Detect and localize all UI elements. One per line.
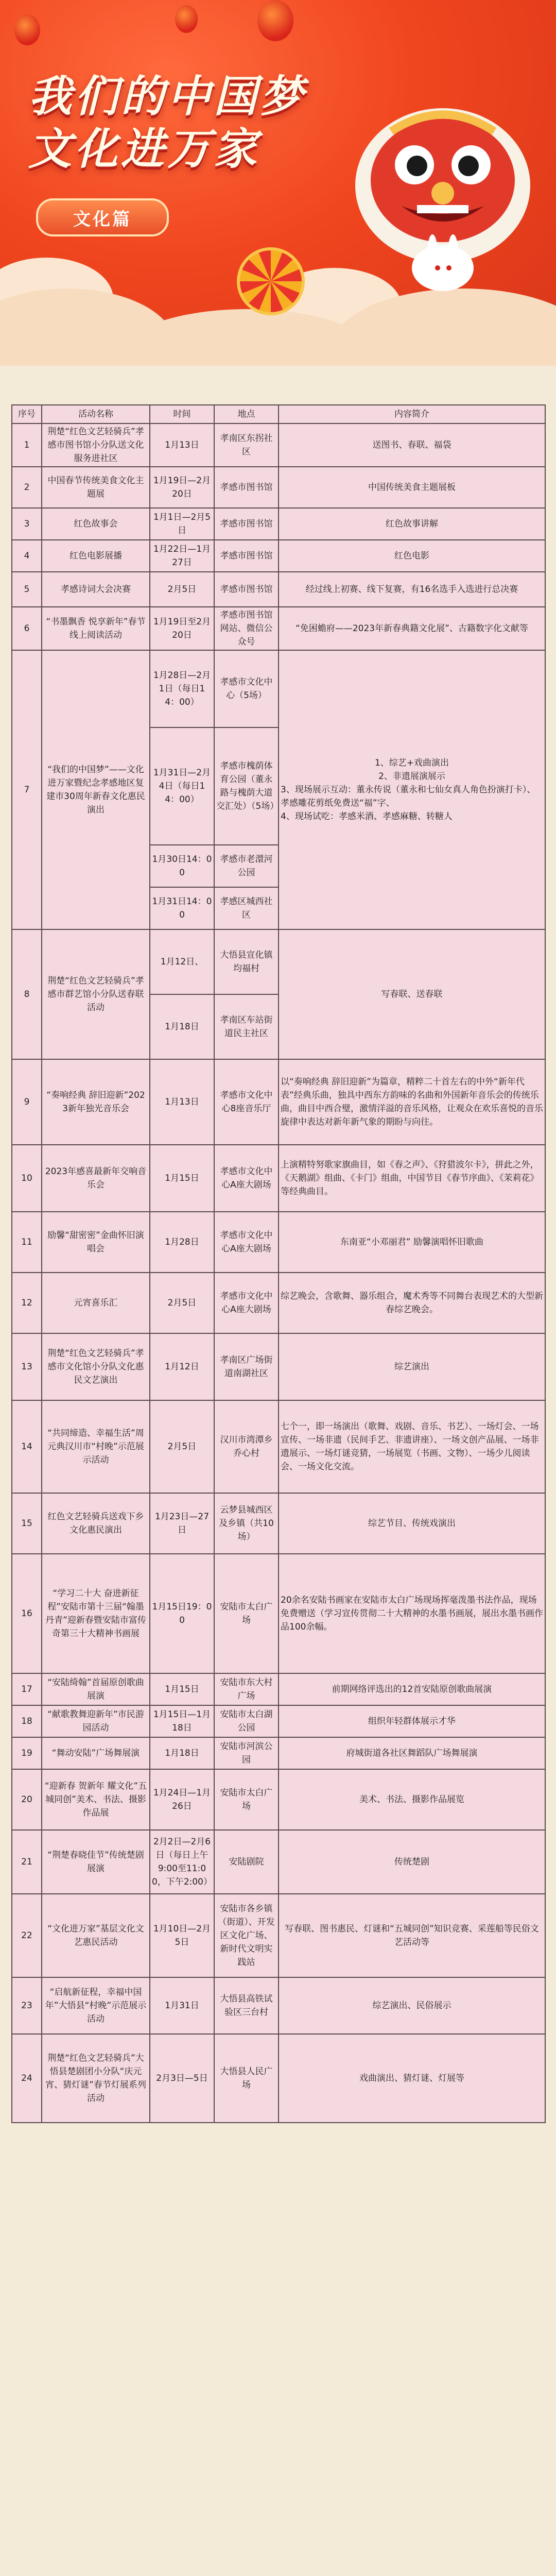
activity-description: 戏曲演出、猜灯谜、灯展等 [279,2034,545,2123]
activity-description: “免困蟾府——2023年新春典籍文化展”、古籍数字化文献等 [279,607,545,650]
activity-table [11,404,546,2123]
column-header: 地点 [214,405,279,423]
table-row [12,540,545,572]
table-row [12,1673,545,1705]
activity-name: “启航新征程，幸福中国年”大悟县“村晚”示范展示活动 [42,1977,150,2034]
activity-description: 综艺演出 [279,1333,545,1400]
activity-time: 1月19日至2月20日 [150,607,214,650]
table-row [12,1737,545,1769]
activity-time: 1月10日—2月5日 [150,1894,214,1977]
activity-time: 1月30日14：00 [150,845,214,887]
activity-place: 孝南区车站街道民主社区 [214,994,279,1059]
table-row [12,467,545,508]
activity-time: 1月15日—1月18日 [150,1705,214,1737]
table-row [12,1059,545,1145]
description-line: 1、综艺+戏曲演出 [374,758,449,768]
table-row [12,1769,545,1830]
activity-time: 1月13日 [150,1059,214,1145]
description-line: 3、现场展示互动：董永传说（董永和七仙女真人角色扮演打卡）、孝感雕花剪纸免费送“福”字、 [281,785,536,808]
activity-description: 送图书、春联、福袋 [279,423,545,467]
activity-place: 孝感市图书馆 [214,572,279,607]
activity-description: 综艺演出、民俗展示 [279,1977,545,2034]
activity-place: 孝感市图书馆 [214,540,279,572]
lantern-icon [175,5,198,33]
activity-time: 1月22日—1月27日 [150,540,214,572]
row-number: 21 [12,1830,42,1894]
activity-time: 2月3日—5日 [150,2034,214,2123]
activity-place: 安陆市太白广场 [214,1769,279,1830]
activity-place: 孝感市文化中心8座音乐厅 [214,1059,279,1145]
activity-description: 经过线上初赛、线下复赛，有16名选手入选进行总决赛 [279,572,545,607]
activity-place: 孝感市文化中心A座大剧场 [214,1273,279,1333]
activity-place: 安陆市太白广场 [214,1554,279,1673]
activity-place: 安陆市东大村广场 [214,1673,279,1705]
activity-name: 荆楚“红色文艺轻骑兵”孝感市群艺馆小分队送春联活动 [42,929,150,1059]
activity-description: 红色故事讲解 [279,508,545,540]
activity-description: 美术、书法、摄影作品展览 [279,1769,545,1830]
table-row [12,1273,545,1333]
activity-time: 1月23日—27日 [150,1493,214,1554]
header-banner [0,0,556,366]
activity-name: 2023年感喜最新年交响音乐会 [42,1145,150,1212]
activity-time: 2月5日 [150,1273,214,1333]
row-number: 7 [12,650,42,929]
row-number: 17 [12,1673,42,1705]
description-line: 2、非遗展演展示 [378,771,445,782]
activity-place: 大悟县高铁试验区三台村 [214,1977,279,2034]
row-number: 3 [12,508,42,540]
activity-place: 孝感市文化中心A座大剧场 [214,1145,279,1212]
activity-time: 1月12日、 [150,929,214,994]
row-number: 5 [12,572,42,607]
activity-name: “舞动安陆”广场舞展演 [42,1737,150,1769]
row-number: 19 [12,1737,42,1769]
activity-place: 孝感市槐荫体育公园（董永路与槐荫大道交汇处）（5场） [214,727,279,845]
table-row [12,1212,545,1273]
row-number: 2 [12,467,42,508]
row-number: 23 [12,1977,42,2034]
activity-place: 安陆市太白湖公园 [214,1705,279,1737]
table-row [12,1493,545,1554]
table-row [12,1830,545,1894]
activity-place: 大悟县宣化镇均福村 [214,929,279,994]
activity-time: 1月28日 [150,1212,214,1273]
activity-name: “献歌教舞迎新年”市民游园活动 [42,1705,150,1737]
activity-description: 写春联、送春联 [279,929,545,1059]
activity-description: 前期网络评选出的12首安陆原创歌曲展演 [279,1673,545,1705]
activity-name: 荆楚“红色文艺轻骑兵”孝感市文化馆小分队文化惠民文艺演出 [42,1333,150,1400]
activity-time: 2月2日—2月6日（每日上午9:00至11:00，下午2:00） [150,1830,214,1894]
table-row [12,2034,545,2123]
activity-name: 孝感诗词大会决赛 [42,572,150,607]
activity-place: 孝感市图书馆网站、微信公众号 [214,607,279,650]
activity-description: 府城街道各社区舞蹈队广场舞展演 [279,1737,545,1769]
table-row [12,572,545,607]
activity-place: 孝感市图书馆 [214,467,279,508]
table-row [12,650,545,727]
activity-name: 中国春节传统美食文化主题展 [42,467,150,508]
activity-place: 孝南区广场街道南湖社区 [214,1333,279,1400]
activity-time: 1月19日—2月20日 [150,467,214,508]
activity-description: 上演精特努歌家旗曲目，如《春之声》、《狩猎波尔卡》，拼此之外，《天鹅湖》组曲、《卡门》组曲，中国节目《春节序曲》、《茉莉花》等经典曲目。 [279,1145,545,1212]
activity-place: 汉川市湾潭乡乔心村 [214,1400,279,1493]
activity-description: 七个一，即一场演出（歌舞、戏剧、音乐、书艺）、一场灯会、一场宣传、一场非遗（民间手艺、非遗讲座）、一场文创产品展、一场非遗展示、一场灯谜竞猜，一场展览（书画、文物）、一场少儿阅读会、一场文化交流。 [279,1400,545,1493]
activity-name: 红色文艺轻骑兵送戏下乡文化惠民演出 [42,1493,150,1554]
activity-place: 孝南区东拐社区 [214,423,279,467]
lantern-icon [14,14,40,45]
row-number: 4 [12,540,42,572]
row-number: 10 [12,1145,42,1212]
activity-description: 20余名安陆书画家在安陆市太白广场现场挥毫泼墨书法作品，现场免费赠送（学习宣传贯彻二十大精神的水墨书画展，展出水墨书画作品100余幅。 [279,1554,545,1673]
row-number: 6 [12,607,42,650]
activity-time: 1月15日 [150,1145,214,1212]
activity-name: “奏响经典 辞旧迎新”2023新年独光音乐会 [42,1059,150,1145]
table-row [12,423,545,467]
row-number: 18 [12,1705,42,1737]
activity-place: 安陆剧院 [214,1830,279,1894]
activity-place: 孝感市图书馆 [214,508,279,540]
activity-time: 1月28日—2月1日（每日14：00） [150,650,214,727]
activity-place: 孝感市文化中心A座大剧场 [214,1212,279,1273]
activity-name: 励馨“甜密密”金曲怀旧演唱会 [42,1212,150,1273]
row-number: 20 [12,1769,42,1830]
table-row [12,1894,545,1977]
row-number: 22 [12,1894,42,1977]
table-row [12,1145,545,1212]
table-header-row [12,405,545,423]
activity-name: “学习二十大 奋进新征程”安陆市第十三届“翰墨丹青”迎新春暨安陆市富传奇第三十大精神书画展 [42,1554,150,1673]
table-row [12,607,545,650]
page-title-line1: 我们的中国梦 [28,71,307,122]
activity-time: 1月31日14：00 [150,887,214,929]
activity-description: 传统楚剧 [279,1830,545,1894]
activity-name: 红色故事会 [42,508,150,540]
activity-time: 1月18日 [150,994,214,1059]
activity-time: 1月1日—2月5日 [150,508,214,540]
activity-description: 东南亚“小邓丽君” 励馨演唱怀旧歌曲 [279,1212,545,1273]
activity-name: “文化进万家”基层文化文艺惠民活动 [42,1894,150,1977]
activity-place: 安陆市各乡镇（街道）、开发区文化广场、新时代文明实践站 [214,1894,279,1977]
embroidered-ball-icon [237,247,305,315]
column-header: 时间 [150,405,214,423]
activity-description: 红色电影 [279,540,545,572]
activity-time: 1月13日 [150,423,214,467]
table-row [12,1705,545,1737]
activity-time: 1月31日 [150,1977,214,2034]
activity-description: 写春联、图书惠民、灯谜和“五城同创”知识竞赛、采莲船等民俗文艺活动等 [279,1894,545,1977]
activity-table-wrapper [11,404,545,2123]
activity-time: 2月5日 [150,572,214,607]
row-number: 8 [12,929,42,1059]
row-number: 1 [12,423,42,467]
lantern-icon [257,0,293,41]
activity-description: 以“奏响经典 辞旧迎新”为篇章，精粹二十首左右的中外“新年代表”经典乐曲，独具中西东方韵味的名曲和外国新年音乐会的传统乐曲，曲目中西合璧，激情洋溢的音乐风格，让观众在欢乐喜悦的音乐旋律中表达对新年新气象的期盼与向往。 [279,1059,545,1145]
lion-dance-icon [329,82,546,299]
activity-time: 2月5日 [150,1400,214,1493]
activity-time: 1月12日 [150,1333,214,1400]
row-number: 16 [12,1554,42,1673]
activity-name: “书墨飘香 悦享新年”春节线上阅读活动 [42,607,150,650]
row-number: 13 [12,1333,42,1400]
row-number: 24 [12,2034,42,2123]
section-badge: 文化篇 [36,198,169,236]
activity-description: 综艺晚会，含歌舞、器乐组合，魔术秀等不同舞台表现艺术的大型新春综艺晚会。 [279,1273,545,1333]
activity-place: 大悟县人民广场 [214,2034,279,2123]
row-number: 14 [12,1400,42,1493]
row-number: 11 [12,1212,42,1273]
table-row [12,1977,545,2034]
activity-description [279,650,545,929]
activity-name: “荆楚春晓佳节”传统楚剧展演 [42,1830,150,1894]
activity-time: 1月24日—1月26日 [150,1769,214,1830]
activity-time: 1月31日—2月4日（每日14：00） [150,727,214,845]
activity-time: 1月15日19：00 [150,1554,214,1673]
table-row [12,1400,545,1493]
column-header: 活动名称 [42,405,150,423]
column-header: 内容简介 [279,405,545,423]
activity-description: 中国传统美食主题展板 [279,467,545,508]
table-row [12,1554,545,1673]
description-line: 4、现场试吃：孝感米酒、孝感麻糖、转糖人 [281,811,453,822]
activity-name: 荆楚“红色文艺轻骑兵”大悟县楚剧团小分队“庆元宵、猜灯谜”春节灯展系列活动 [42,2034,150,2123]
activity-name: “安陆绮翰”首届原创歌曲展演 [42,1673,150,1705]
activity-description: 组织年轻群体展示才华 [279,1705,545,1737]
row-number: 15 [12,1493,42,1554]
activity-name: 红色电影展播 [42,540,150,572]
row-number: 9 [12,1059,42,1145]
activity-description: 综艺节目、传统戏演出 [279,1493,545,1554]
activity-place: 云梦县城西区及乡镇（共10场） [214,1493,279,1554]
table-row [12,1333,545,1400]
page-title-line2: 文化进万家 [28,124,260,174]
activity-name: 元宵喜乐汇 [42,1273,150,1333]
activity-time: 1月18日 [150,1737,214,1769]
activity-place: 孝感市文化中心（5场） [214,650,279,727]
activity-time: 1月15日 [150,1673,214,1705]
activity-place: 安陆市河滨公园 [214,1737,279,1769]
activity-name: “我们的中国梦”——文化进万家暨纪念孝感地区复建市30周年新春文化惠民演出 [42,650,150,929]
row-number: 12 [12,1273,42,1333]
activity-name: 荆楚“红色文艺轻骑兵”孝感市图书馆小分队送文化服务进社区 [42,423,150,467]
column-header: 序号 [12,405,42,423]
activity-name: “共同缔造、幸福生活”周元典汉川市“村晚”示范展示活动 [42,1400,150,1493]
activity-place: 孝感市老澴河公园 [214,845,279,887]
activity-place: 孝感区城西社区 [214,887,279,929]
table-row [12,929,545,994]
table-row [12,508,545,540]
activity-name: “迎新春 贺新年 耀文化”五城同创”美术、书法、摄影作品展 [42,1769,150,1830]
